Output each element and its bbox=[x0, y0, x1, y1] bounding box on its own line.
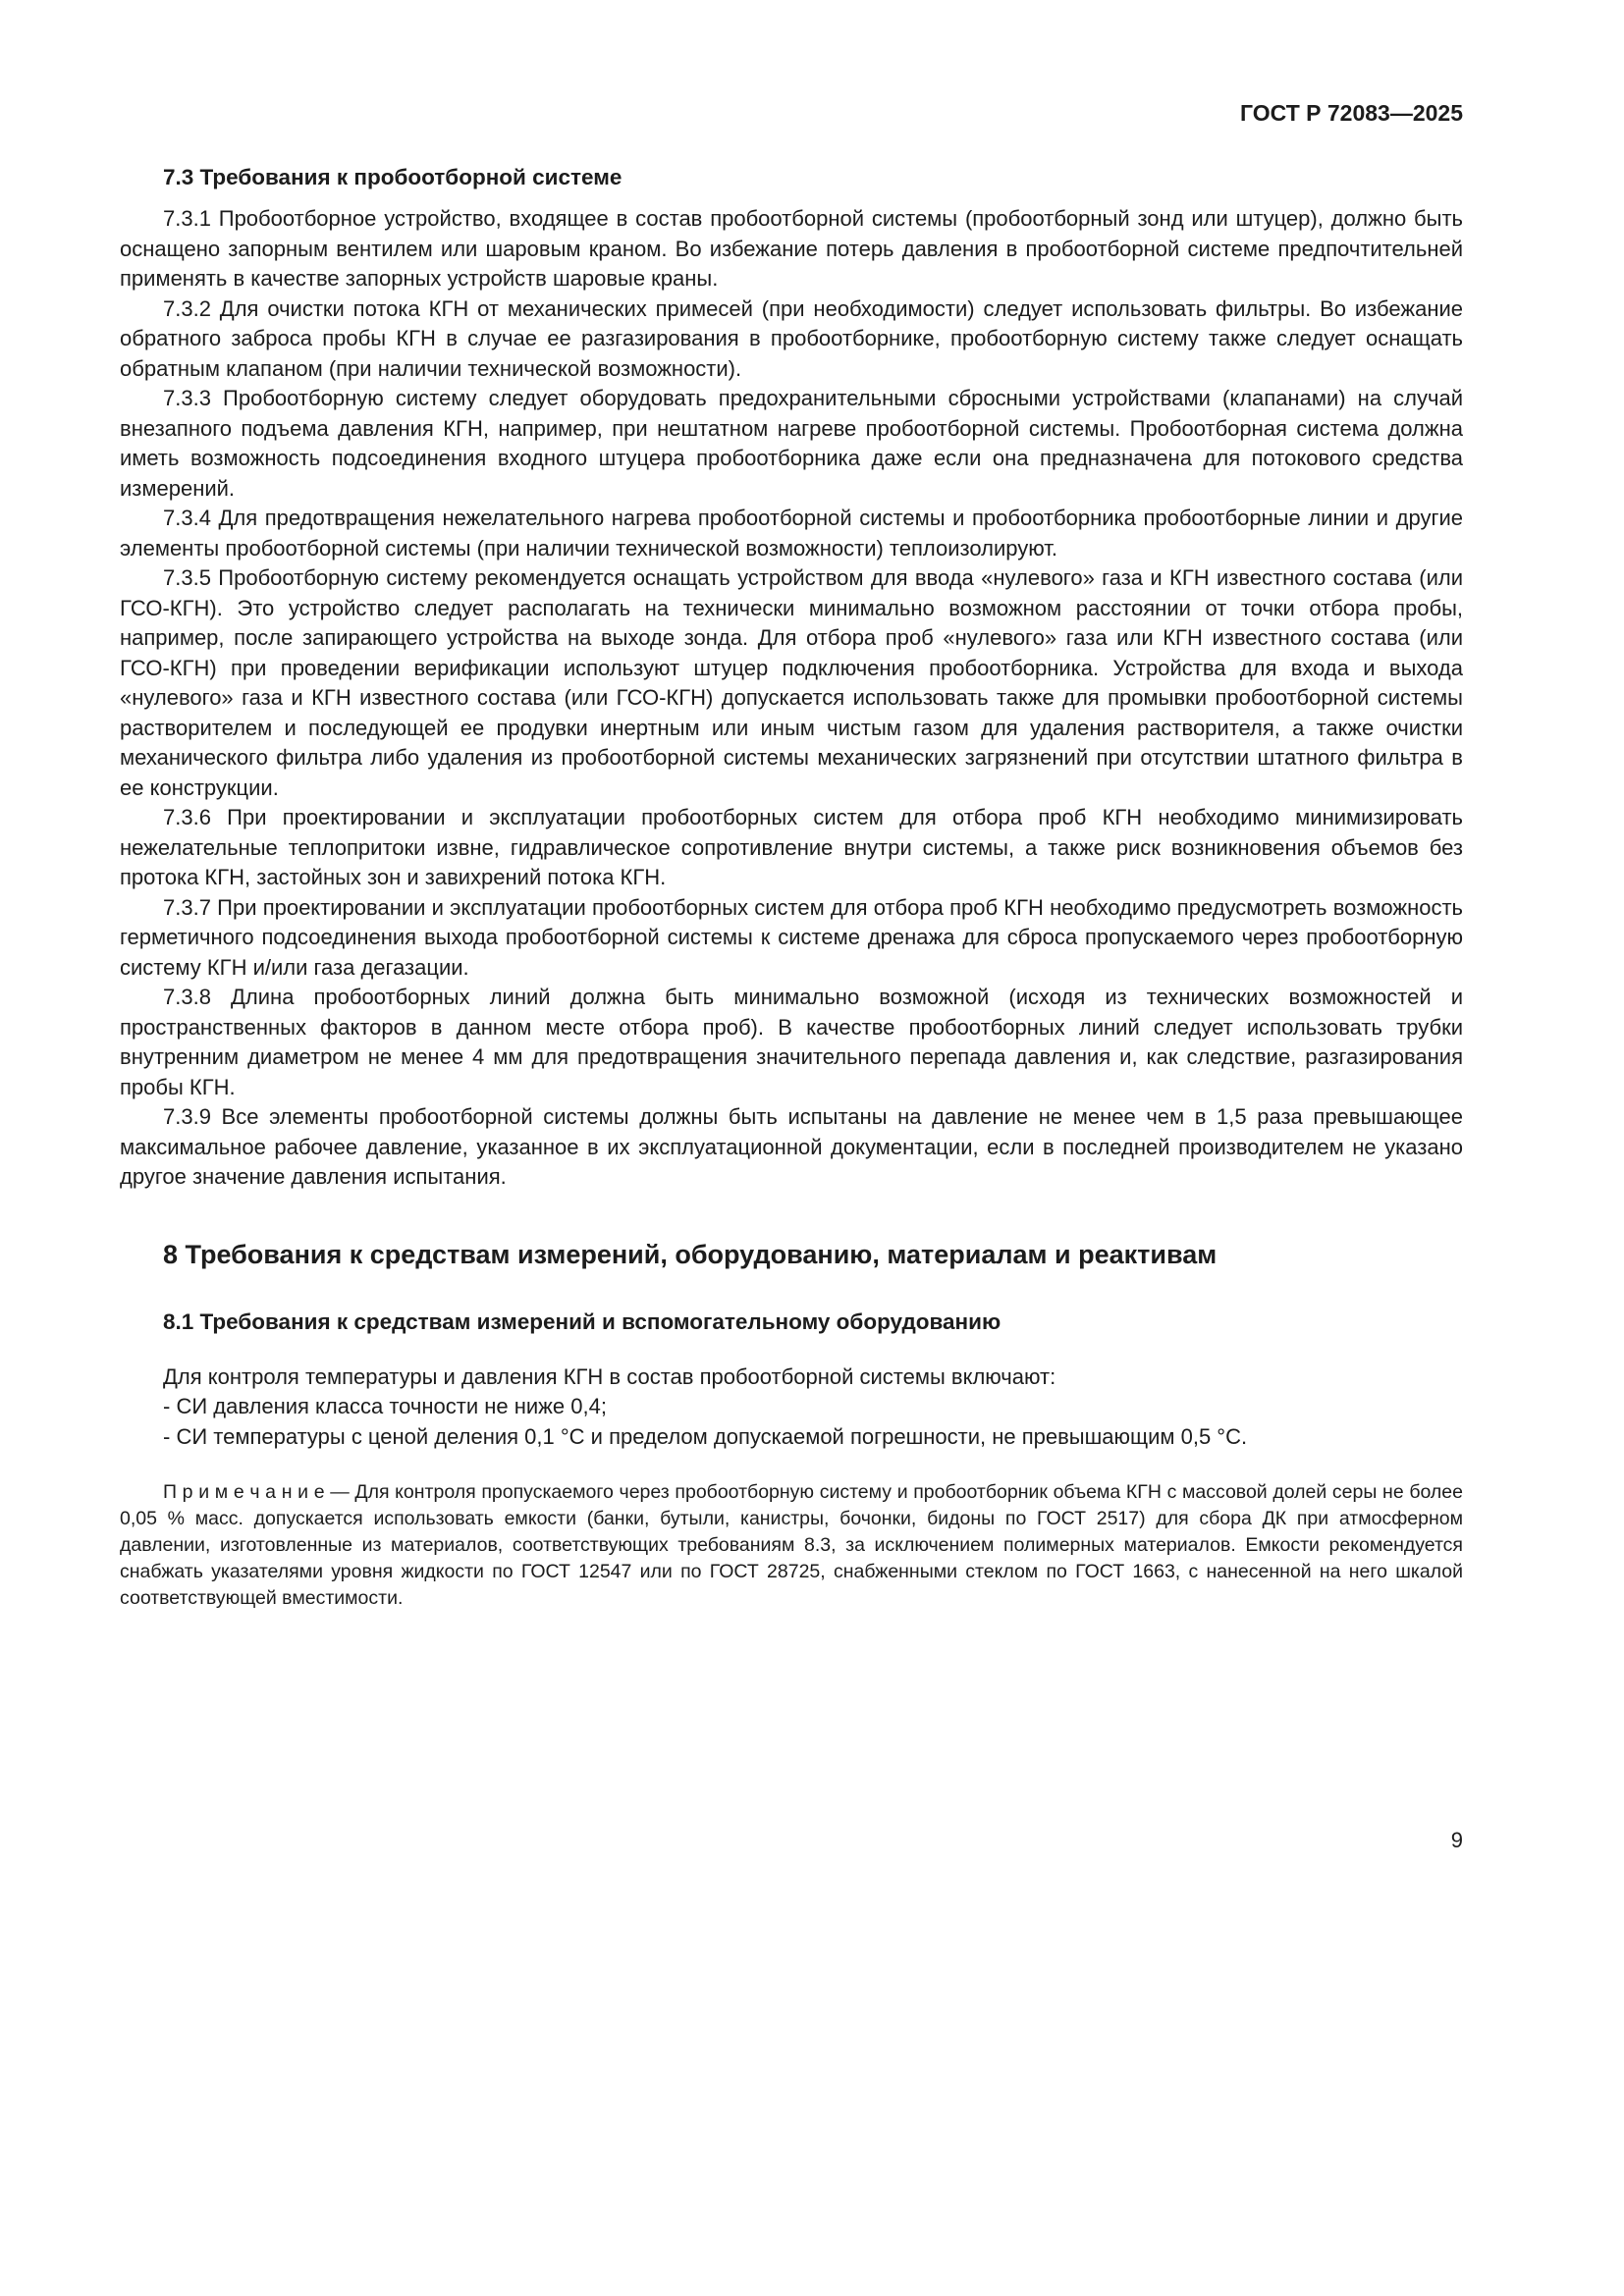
list-item-temperature-si: - СИ температуры с ценой деления 0,1 °С и пределом допускаемой погрешности, не превышающим 0,5 °С. bbox=[163, 1423, 1248, 1449]
paragraph-7-3-1: 7.3.1 Пробоотборное устройство, входящее в состав пробоотборной системы (пробоотборный зонд или штуцер), должно быть оснащено запорным вентилем или шаровым краном. Во избежание потерь давления в пробоотборной системе предпочтительней применять в качестве запорных устройств шаровые краны. bbox=[120, 206, 1463, 291]
page-content bbox=[120, 100, 1463, 1612]
paragraph-8-1-intro: Для контроля температуры и давления КГН в состав пробоотборной системы включают: bbox=[163, 1363, 1056, 1389]
paragraph-7-3-3: 7.3.3 Пробоотборную систему следует оборудовать предохранительными сбросными устройствами (клапанами) на случай внезапного подъема давления КГН, например, при нештатном нагреве пробоотборной системы. Пробоотборная система должна иметь возможность подсоединения входного штуцера пробоотборника даже если она предназначена для потокового средства измерений. bbox=[120, 386, 1463, 501]
paragraph-7-3-8: 7.3.8 Длина пробоотборных линий должна быть минимально возможной (исходя из технических возможностей и пространственных факторов в данном месте отбора проб). В качестве пробоотборных линий следует использовать трубки внутренним диаметром не менее 4 мм для предотвращения значительного перепада давления и, как следствие, разгазирования пробы КГН. bbox=[120, 985, 1463, 1099]
section-8-heading: 8 Требования к средствам измерений, оборудованию, материалам и реактивам bbox=[163, 1239, 1218, 1269]
section-7-3-heading: 7.3 Требования к пробоотборной системе bbox=[163, 165, 623, 189]
paragraph-7-3-7: 7.3.7 При проектировании и эксплуатации пробоотборных систем для отбора проб КГН необходимо предусмотреть возможность герметичного подсоединения выхода пробоотборной системы к системе дренажа для сброса пропускаемого через пробоотборную систему КГН и/или газа дегазации. bbox=[120, 894, 1463, 980]
list-item-pressure-si: - СИ давления класса точности не ниже 0,4; bbox=[163, 1394, 607, 1418]
paragraph-7-3-5: 7.3.5 Пробоотборную систему рекомендуется оснащать устройством для ввода «нулевого» газа и КГН известного состава (или ГСО-КГН). Это устройство следует располагать на технически минимально возможном расстоянии от точки отбора пробы, например, после запирающего устройства на выходе зонда. Для отбора проб «нулевого» газа или КГН известного состава (или ГСО-КГН) при проведении верификации используют штуцер подключения пробоотборника. Устройства для входа и выхода «нулевого» газа и КГН известного состава (или ГСО-КГН) допускается использовать также для промывки пробоотборной системы растворителем и последующей ее продувки инертным или иным чистым газом для удаления растворителя, а также очистки механического фильтра либо удаления из пробоотборной системы механических загрязнений при отсутствии штатного фильтра в ее конструкции. bbox=[120, 565, 1463, 800]
note-paragraph: П р и м е ч а н и е — Для контроля пропускаемого через пробоотборную систему и пробоотборник объема КГН с массовой долей серы не более 0,05 % масс. допускается использовать емкости (банки, бутыли, канистры, бочонки, бидоны по ГОСТ 2517) для сбора ДК при атмосферном давлении, изготовленные из материалов, соответствующих требованиям 8.3, за исключением полимерных материалов. Емкости рекомендуется снабжать указателями уровня жидкости по ГОСТ 12547 или по ГОСТ 28725, снабженными стеклом по ГОСТ 1663, с нанесенной на него шкалой соответствующей вместимости. bbox=[120, 1481, 1463, 1609]
section-8-1-heading: 8.1 Требования к средствам измерений и вспомогательному оборудованию bbox=[163, 1308, 1001, 1334]
paragraph-7-3-2: 7.3.2 Для очистки потока КГН от механических примесей (при необходимости) следует использовать фильтры. Во избежание обратного заброса пробы КГН в случае ее разгазирования в пробоотборнике, пробоотборную систему также следует оснащать обратным клапаном (при наличии технической возможности). bbox=[120, 295, 1463, 381]
doc-number-header: ГОСТ Р 72083—2025 bbox=[1240, 100, 1463, 126]
paragraph-7-3-4: 7.3.4 Для предотвращения нежелательного нагрева пробоотборной системы и пробоотборника пробоотборные линии и другие элементы пробоотборной системы (при наличии технической возможности) теплоизолируют. bbox=[120, 506, 1463, 561]
page-number: 9 bbox=[1450, 1828, 1463, 1852]
paragraph-7-3-6: 7.3.6 При проектировании и эксплуатации пробоотборных систем для отбора проб КГН необходимо минимизировать нежелательные теплопритоки извне, гидравлическое сопротивление внутри системы, а также риск возникновения объемов без протока КГН, застойных зон и завихрений потока КГН. bbox=[120, 805, 1463, 889]
paragraph-7-3-9: 7.3.9 Все элементы пробоотборной системы должны быть испытаны на давление не менее чем в 1,5 раза превышающее максимальное рабочее давление, указанное в их эксплуатационной документации, если в последней производителем не указано другое значение давления испытания. bbox=[120, 1104, 1463, 1189]
